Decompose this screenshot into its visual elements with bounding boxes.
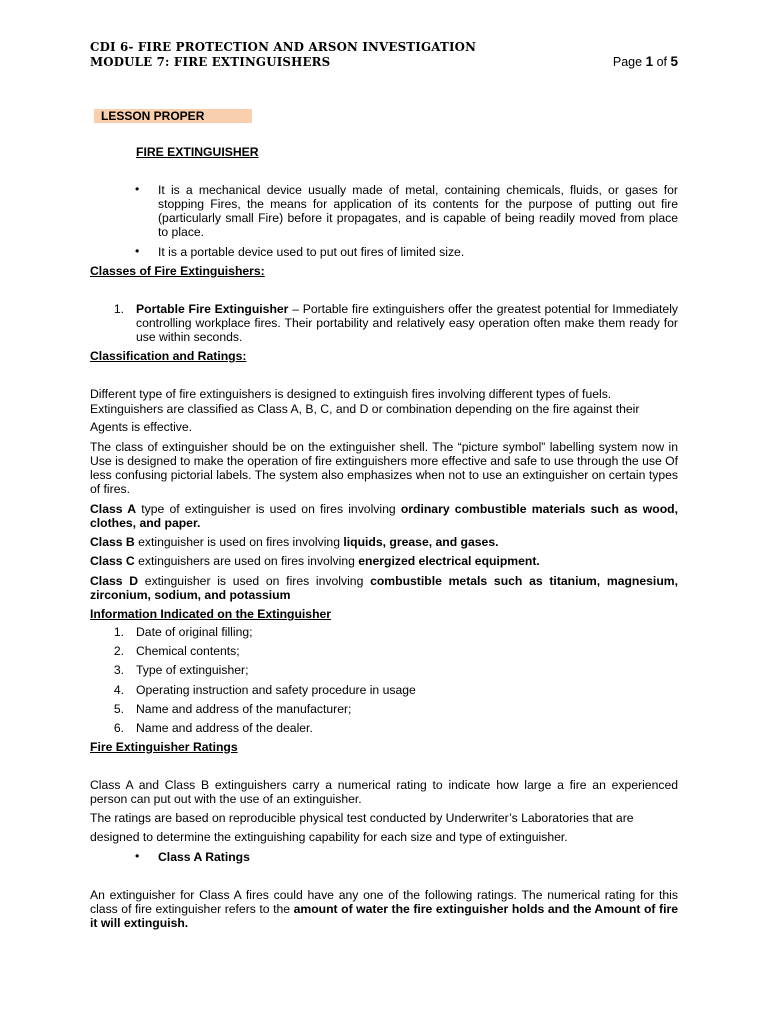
info-list-item: Operating instruction and safety procedure in usage: [136, 683, 416, 697]
page-total: 5: [670, 54, 678, 69]
page-of: of: [656, 55, 667, 69]
classes-heading: Classes of Fire Extinguishers:: [90, 264, 265, 278]
list-number: 1.: [113, 302, 124, 316]
class-c-description: Class C extinguishers are used on fires involving energized electrical equipment.: [90, 554, 540, 568]
info-list-item: Type of extinguisher;: [136, 663, 249, 677]
class-d-description: Class D extinguisher is used on fires involving combustible metals such as titanium, magnesium, zirconium, sodium, and potassium: [90, 574, 678, 602]
document-header: [90, 40, 476, 70]
list-number: 1.: [113, 625, 124, 639]
ratings-heading: Fire Extinguisher Ratings: [90, 740, 238, 754]
section-title: FIRE EXTINGUISHER: [136, 145, 259, 159]
bullet-icon: •: [135, 182, 140, 196]
page-number: [613, 54, 678, 69]
portable-extinguisher-text: – Portable fire extinguishers offer the greatest potential for Immediately controlling workplace fires. Their portability and relatively easy operation often make them ready for use within seconds.: [136, 302, 679, 344]
classification-para-line3: Agents is effective.: [90, 420, 193, 434]
class-a-description: Class A type of extinguisher is used on fires involving ordinary combustible materials such as wood, clothes, and paper.: [90, 502, 679, 530]
final-paragraph: An extinguisher for Class A fires could have any one of the following ratings. The numerical rating for this class of fire extinguisher refers to the amount of water the fire extinguisher holds and the Amount of fire it will extinguish.: [90, 888, 678, 930]
info-list-item: Date of original filling;: [136, 625, 253, 639]
lesson-proper-label: LESSON PROPER: [94, 109, 252, 123]
info-list-item: Chemical contents;: [136, 644, 240, 658]
list-number: 2.: [113, 644, 124, 658]
header-module-title: MODULE 7: FIRE EXTINGUISHERS: [90, 55, 331, 69]
info-list-item: Name and address of the dealer.: [136, 721, 313, 735]
bullet-icon: •: [135, 849, 140, 863]
bullet-icon: •: [135, 244, 140, 258]
portable-extinguisher-item: [136, 302, 678, 344]
portable-extinguisher-term: Portable Fire Extinguisher: [136, 302, 289, 316]
list-number: 6.: [113, 721, 124, 735]
list-number: 3.: [113, 663, 124, 677]
class-a-ratings-heading: Class A Ratings: [158, 850, 250, 864]
list-number: 4.: [113, 683, 124, 697]
classification-heading: Classification and Ratings:: [90, 349, 247, 363]
classification-para-line2: Extinguishers are classified as Class A, B, C, and D or combination depending on the fire against their: [90, 402, 640, 416]
bullet-item: It is a portable device used to put out fires of limited size.: [158, 245, 465, 259]
info-heading: Information Indicated on the Extinguisher: [90, 607, 332, 621]
info-list-item: Name and address of the manufacturer;: [136, 702, 352, 716]
class-b-description: Class B extinguisher is used on fires involving liquids, grease, and gases.: [90, 535, 499, 549]
bullet-item: It is a mechanical device usually made of metal, containing chemicals, fluids, or gases for stopping Fires, the means for application of its contents for the purpose of putting out fire (particularly small Fire) before it propagates, and is capable of being readily moved from place to place.: [158, 183, 678, 239]
ratings-para-2-line1: The ratings are based on reproducible physical test conducted by Underwriter’s Laboratories that are: [90, 811, 634, 825]
list-number: 5.: [113, 702, 124, 716]
ratings-para-1: Class A and Class B extinguishers carry a numerical rating to indicate how large a fire an experienced person can put out with the use of an extinguisher.: [90, 778, 678, 806]
header-course-title: CDI 6- FIRE PROTECTION AND ARSON INVESTIGATION: [90, 40, 477, 54]
page-prefix: Page: [612, 55, 643, 69]
classification-para-line1: Different type of fire extinguishers is designed to extinguish fires involving different types of fuels.: [90, 387, 612, 401]
page-current: 1: [645, 54, 654, 69]
picture-symbol-para: The class of extinguisher should be on the extinguisher shell. The “picture symbol” labelling system now in Use is designed to make the operation of fire extinguishers more effective and safe to use through the use Of less confusing pictorial labels. The system also emphasizes when not to use an extinguisher on certain types of fires.: [90, 440, 678, 496]
ratings-para-2-line2: designed to determine the extinguishing capability for each size and type of extinguisher.: [90, 830, 568, 844]
